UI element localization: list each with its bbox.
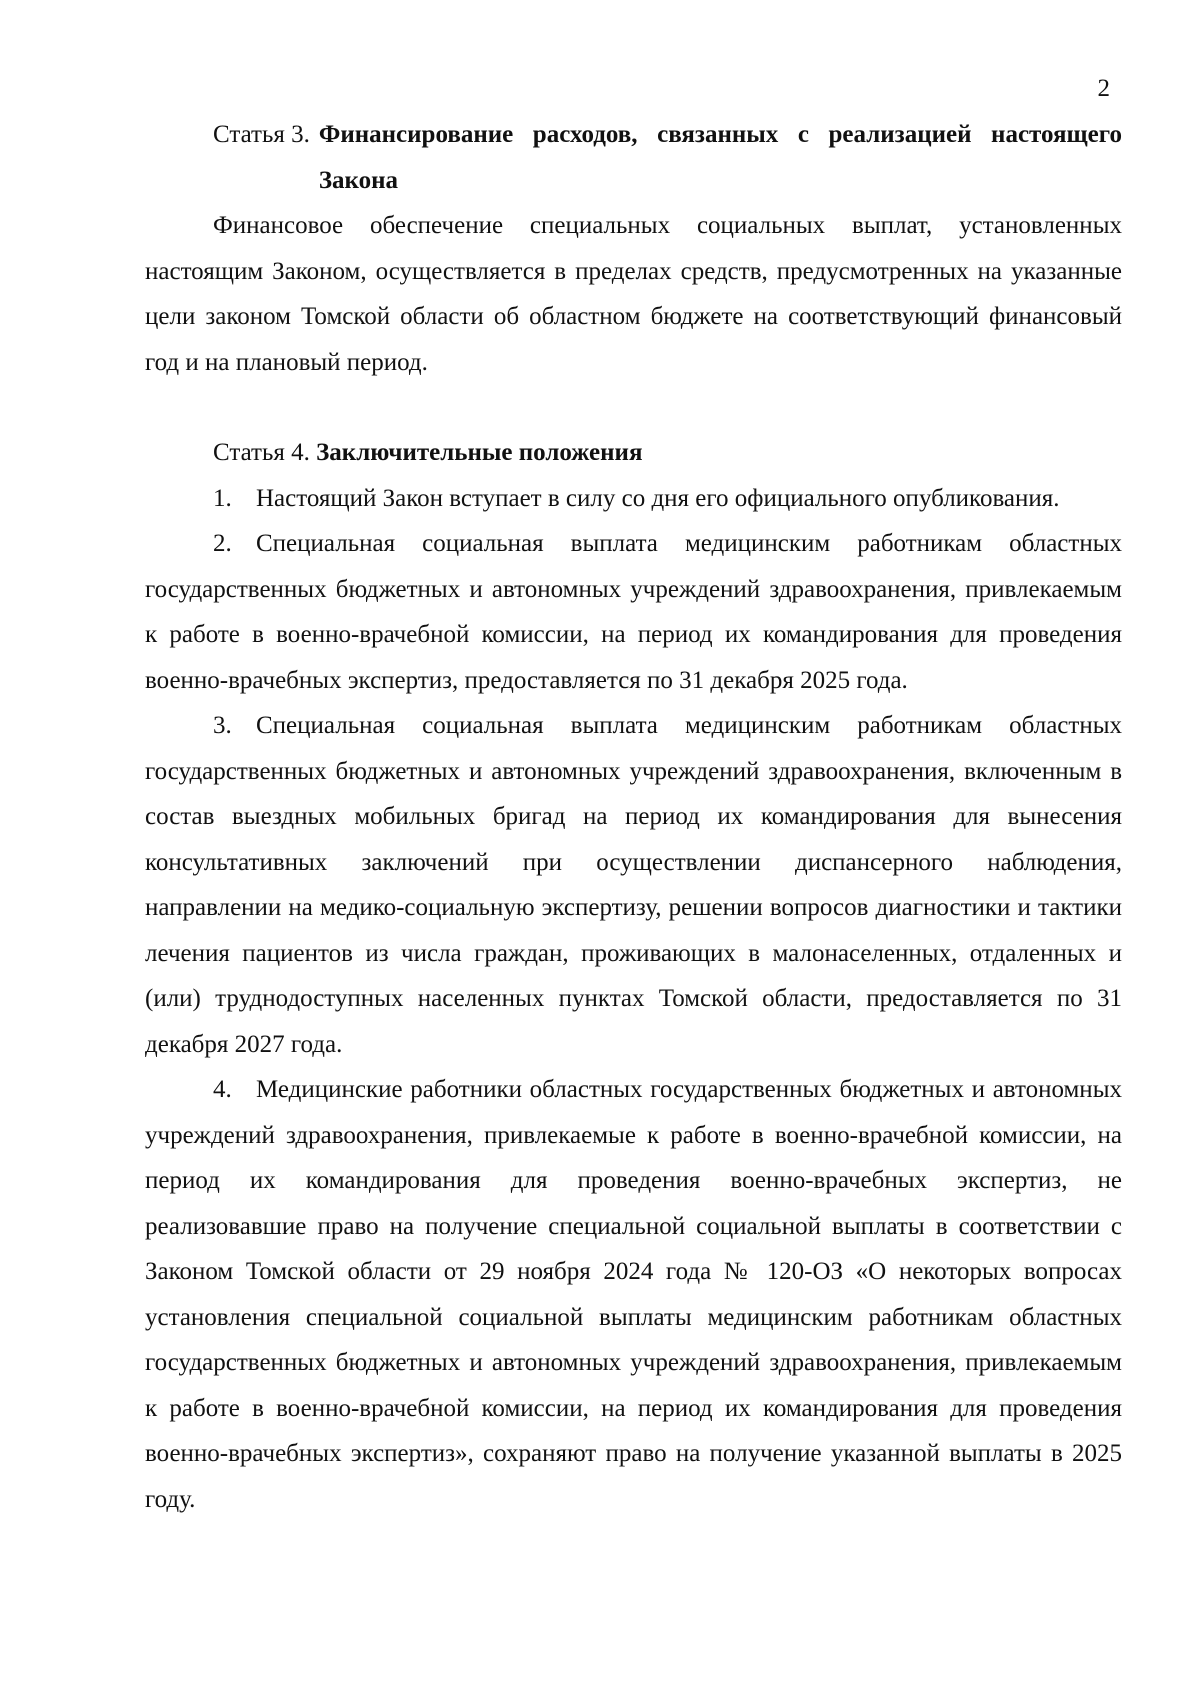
article-4-title: Заключительные положения xyxy=(316,439,643,466)
article-4-number: Статья 4. xyxy=(213,439,310,466)
article-4-heading xyxy=(145,430,1122,476)
article-4-item-4 xyxy=(145,1067,1122,1522)
article-3-title: Финансирование расходов, связанных с реализацией настоящего Закона xyxy=(318,121,1122,194)
article-4 xyxy=(145,430,1122,1522)
item-text: Специальная социальная выплата медицинским работникам областных государственных бюджетных и автономных учреждений здравоохранения, привлекаемым к работе в военно-врачебной комиссии, на период их командирования для проведения военно-врачебных экспертиз, предоставляется по 31 декабря 2025 года. xyxy=(145,530,1122,694)
item-text: Специальная социальная выплата медицинским работникам областных государственных бюджетных и автономных учреждений здравоохранения, включенным в состав выездных мобильных бригад на период их командирования для вынесения консультативных заключений при осуществлении диспансерного наблюдения, направлении на медико-социальную экспертизу, решении вопросов диагностики и тактики лечения пациентов из числа граждан, проживающих в малонаселенных, отдаленных и (или) труднодоступных населенных пунктах Томской области, предоставляется по 31 декабря 2027 года. xyxy=(145,712,1122,1058)
article-4-item-3 xyxy=(145,703,1122,1067)
item-text: Настоящий Закон вступает в силу со дня его официального опубликования. xyxy=(256,484,1060,512)
article-3-heading xyxy=(145,112,1122,203)
article-3 xyxy=(145,112,1122,385)
page-number: 2 xyxy=(1097,75,1110,102)
item-number: 1. xyxy=(213,484,232,512)
article-4-item-2 xyxy=(145,521,1122,703)
item-number: 2. xyxy=(213,530,232,557)
item-number: 4. xyxy=(213,1076,232,1103)
document-body xyxy=(145,112,1122,1522)
article-3-text: Финансовое обеспечение специальных социальных выплат, установленных настоящим Законом, осуществляется в пределах средств, предусмотренных на указанные цели законом Томской области об областном бюджете на соответствующий финансовый год и на плановый период. xyxy=(145,212,1122,376)
item-number: 3. xyxy=(213,712,232,739)
article-3-number: Статья 3. xyxy=(213,121,310,148)
item-text: Медицинские работники областных государственных бюджетных и автономных учреждений здравоохранения, привлекаемые к работе в военно-врачебной комиссии, на период их командирования для проведения военно-врачебных экспертиз, не реализовавшие право на получение специальной социальной выплаты в соответствии с Законом Томской области от 29 ноября 2024 года № 120-ОЗ «О некоторых вопросах установления специальной социальной выплаты медицинским работникам областных государственных бюджетных и автономных учреждений здравоохранения, привлекаемым к работе в военно-врачебной комиссии, на период их командирования для проведения военно-врачебных экспертиз», сохраняют право на получение указанной выплаты в 2025 году. xyxy=(145,1076,1122,1513)
article-4-item-1 xyxy=(145,476,1122,522)
